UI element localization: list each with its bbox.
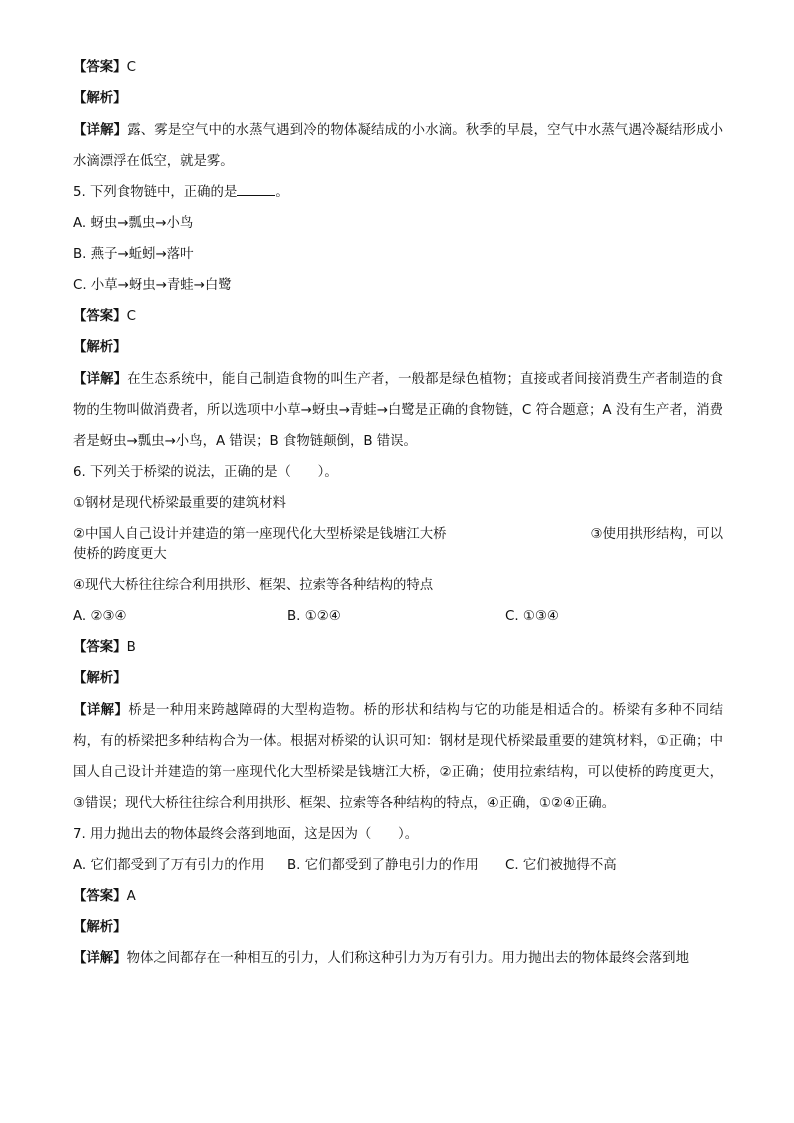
q5-option-a: A. 蚜虫→瓢虫→小鸟 (73, 216, 194, 231)
q5-analysis-label: 【解析】 (73, 340, 127, 355)
q7-detail: 【详解】物体之间都存在一种相互的引力，人们称这种引力为万有引力。用力抛出去的物体最终会落到地 (73, 951, 689, 966)
q6-item-4: ④现代大桥往往综合利用拱形、框架、拉索等各种结构的特点 (73, 578, 434, 593)
q7-answer: 【答案】A (73, 889, 136, 904)
q6-options (73, 607, 723, 627)
q6-analysis-label: 【解析】 (73, 671, 127, 686)
q4-detail (73, 115, 723, 177)
q7-option-c: C. 它们被抛得不高 (505, 858, 617, 873)
q4-analysis-label: 【解析】 (73, 91, 127, 106)
document-page (73, 58, 723, 980)
q5-option-c: C. 小草→蚜虫→青蛙→白鹭 (73, 278, 232, 293)
q5-option-b: B. 燕子→蚯蚓→落叶 (73, 247, 194, 262)
q6-answer: 【答案】B (73, 640, 136, 655)
q6-item-1: ①钢材是现代桥梁最重要的建筑材料 (73, 496, 286, 511)
q6-detail: 【详解】桥是一种用来跨越障碍的大型构造物。桥的形状和结构与它的功能是相适合的。桥梁有多种不同结构，有的桥梁把多种结构合为一体。根据对桥梁的认识可知：钢材是现代桥梁最重要的建筑材料，①正确；中国人自己设计并建造的第一座现代化大型桥梁是钱塘江大桥，②正确；使用拉索结构，可以使桥的跨度更大，③错误；现代大桥往往综合利用拱形、框架、拉索等各种结构的特点，④正确，①②④正确。 (73, 703, 723, 811)
q5-detail: 【详解】在生态系统中，能自己制造食物的叫生产者，一般都是绿色植物；直接或者间接消费生产者制造的食物的生物叫做消费者，所以选项中小草→蚜虫→青蛙→白鹭是正确的食物链，C 符合题意；A 没有生产者，消费者是蚜虫→瓢虫→小鸟，A 错误；B 食物链颠倒，B 错误。 (73, 372, 724, 449)
answer-value: C (126, 60, 136, 75)
q6-option-b: B. ①②④ (287, 609, 341, 624)
q5-answer: 【答案】C (73, 309, 136, 324)
q4-answer (73, 58, 723, 78)
q7-option-a: A. 它们都受到了万有引力的作用 (73, 858, 265, 873)
q6-item-2-3: ②中国人自己设计并建造的第一座现代化大型桥梁是钱塘江大桥 ③使用拱形结构，可以 (73, 527, 723, 542)
q7-option-b: B. 它们都受到了静电引力的作用 (287, 858, 479, 873)
q7-options (73, 856, 723, 876)
q6-item-3-cont: 使桥的跨度更大 (73, 547, 167, 562)
q5-stem: 5. 下列食物链中，正确的是 。 (73, 185, 289, 200)
q6-option-a: A. ②③④ (73, 609, 127, 624)
answer-label: 【答案】 (73, 60, 127, 75)
q7-stem: 7. 用力抛出去的物体最终会落到地面，这是因为（ ）。 (73, 827, 419, 842)
q6-stem: 6. 下列关于桥梁的说法，正确的是（ ）。 (73, 465, 338, 480)
detail-label: 【详解】 (73, 123, 128, 138)
answer-blank (237, 183, 275, 196)
q7-analysis-label: 【解析】 (73, 920, 127, 935)
detail-text: 露、雾是空气中的水蒸气遇到冷的物体凝结成的小水滴。秋季的早晨，空气中水蒸气遇冷凝结形成小水滴漂浮在低空，就是雾。 (73, 123, 724, 169)
q6-option-c: C. ①③④ (505, 609, 559, 624)
